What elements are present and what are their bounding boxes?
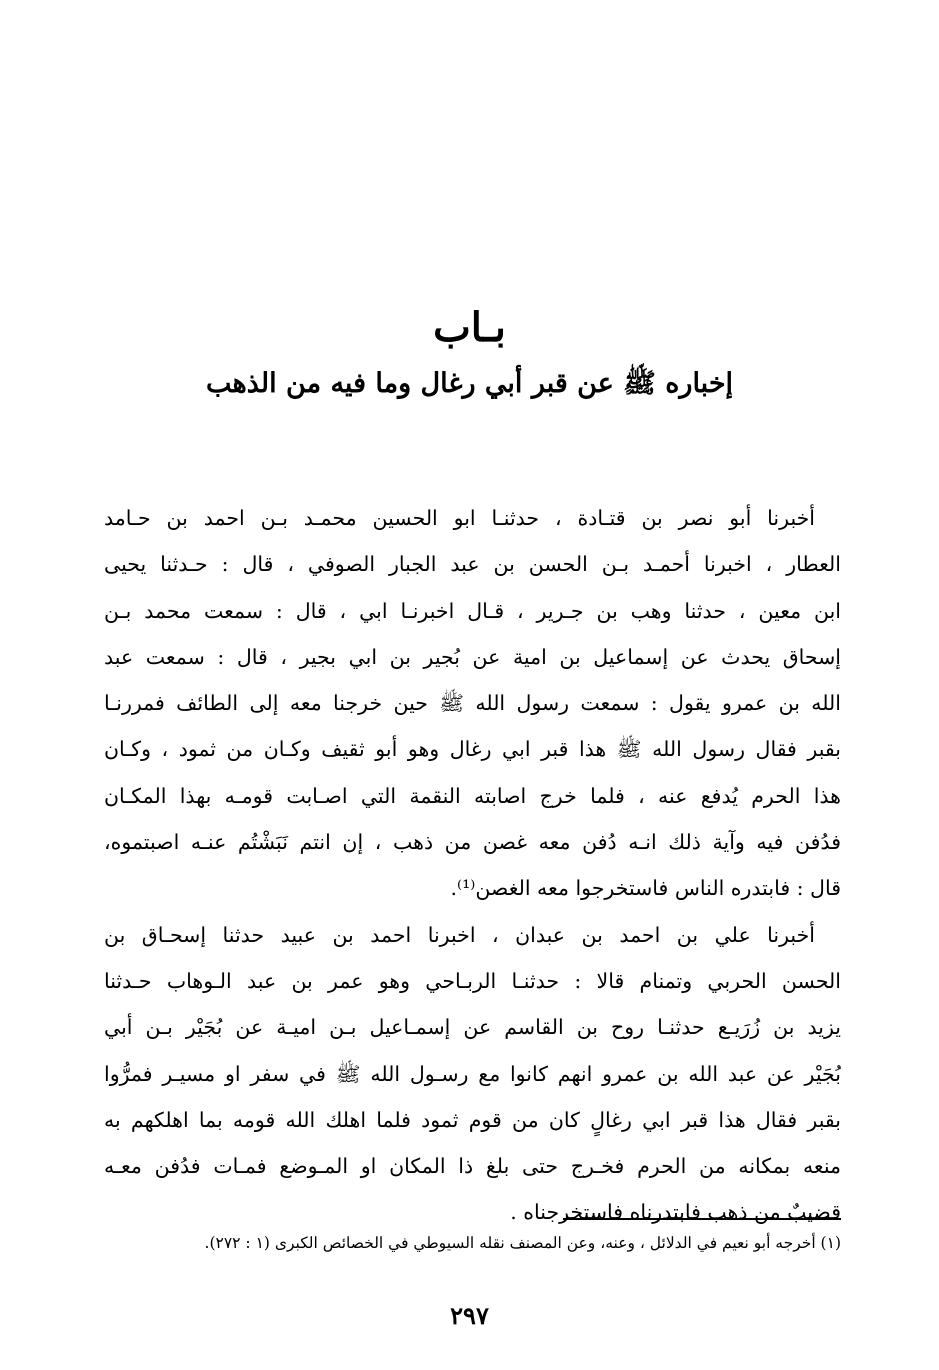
text-line: بُجَيْر عن عبد الله بن عمرو انهم كانوا مع رسـول الله ﷺ في سفر او مسيـر فمرُّوا [104, 1061, 841, 1086]
paragraph-2 [104, 912, 841, 1236]
chapter-title: بـاب [433, 304, 506, 351]
text-line: أخبرنا علي بن احمد بن عبدان ، اخبرنا احمد بن عبيد حدثنا إسحـاق بن [104, 922, 815, 947]
text-line: بقبر فقال هذا قبر ابي رغالٍ كان من قوم ثمود فلما اهلك الله قومه بما اهلكهم به [104, 1107, 841, 1132]
text-line: يزيد بن زُرَيـع حدثنـا روح بن القاسم عن إسمـاعيل بـن اميـة عن بُجَيْر بـن أبي [104, 1015, 841, 1040]
text-line: هذا الحرم يُدفع عنه ، فلما خرج اصابته النقمة التي اصـابت قومـه بهذا المكـان [104, 783, 841, 808]
text-line: فدُفن فيه وآية ذلك انـه دُفن معه غصن من ذهب ، إن انتم نَبَشْتُم عنـه اصبتموه، [104, 830, 841, 855]
page-number: ٢٩٧ [450, 1301, 489, 1330]
text-line: الحسن الحربي وتمنام قالا : حدثنـا الربـاحي وهو عمر بن عبد الـوهاب حـدثنا [104, 968, 841, 993]
text-line: منعه بمكانه من الحرم فخـرج حتى بلغ ذا المكان او المـوضع فمـات فدُفن معـه [104, 1154, 841, 1179]
text-line: بقبر فقال رسول الله ﷺ هذا قبر ابي رغال وهو أبو ثقيف وكـان من ثمود ، وكـان [104, 737, 841, 762]
paragraph-1 [104, 495, 841, 912]
text-line: العطار ، اخبرنا أحمـد بـن الحسن بن عبد الجبار الصوفي ، قال : حـدثنا يحيى [104, 552, 841, 577]
footnote-divider [563, 1218, 841, 1220]
text-line: ابن معين ، حدثنا وهب بن جـرير ، قـال اخبرنـا ابي ، قال : سمعت محمد بـن [104, 598, 841, 623]
footnote: (١) أخرجه أبو نعيم في الدلائل ، وعنه، وعن المصنف نقله السيوطي في الخصائص الكبرى (١ : ٢٧٢). [204, 1234, 841, 1252]
text-line: إسحاق يحدث عن إسماعيل بن امية عن بُجير بن ابي بجير ، قال : سمعت عبد [104, 644, 841, 669]
body-text [104, 495, 841, 1236]
text-line: الله بن عمرو يقول : سمعت رسول الله ﷺ حين خرجنا معه إلى الطائف فمررنـا [104, 691, 841, 716]
text-line: أخبرنا أبو نصر بن قتـادة ، حدثنـا ابو الحسين محمـد بـن احمد بن حـامد [104, 506, 815, 530]
text-line: قضيبٌ من ذهب فابتدرناه فاستخرجناه . [510, 1200, 841, 1225]
chapter-subtitle: إخباره ﷺ عن قبر أبي رغال وما فيه من الذهب [205, 368, 734, 399]
text-line: قال : فابتدره الناس فاستخرجوا معه الغصن⁽¹⁾. [450, 876, 841, 901]
